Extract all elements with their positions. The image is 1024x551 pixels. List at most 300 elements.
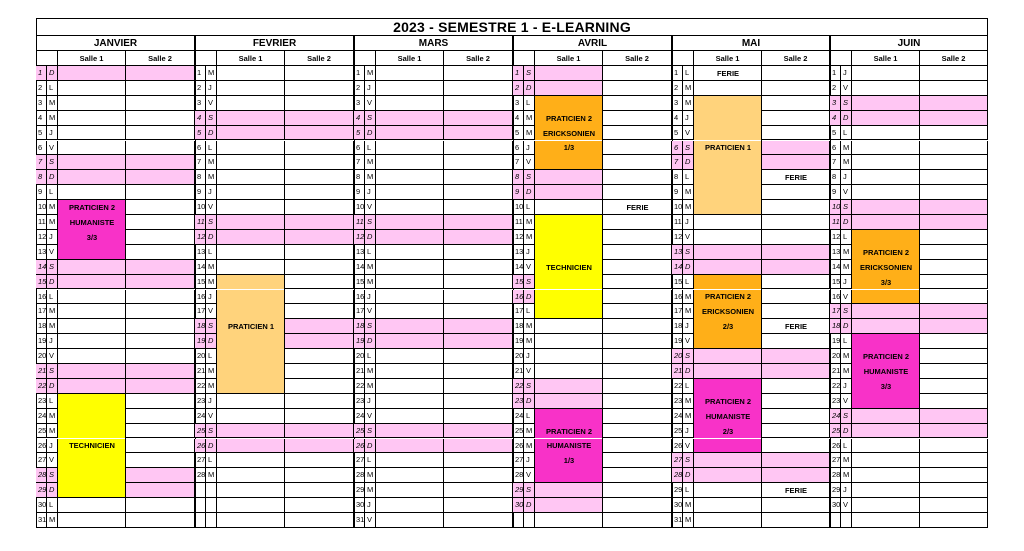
- salle-2-cell[interactable]: [126, 96, 195, 111]
- salle-2-cell[interactable]: [444, 111, 513, 126]
- salle-2-cell[interactable]: [920, 319, 988, 334]
- salle-2-cell[interactable]: [920, 424, 988, 439]
- course-block-cell[interactable]: [535, 409, 603, 424]
- salle-2-cell[interactable]: [603, 66, 672, 81]
- salle-2-cell[interactable]: [444, 81, 513, 96]
- course-block-cell[interactable]: [535, 304, 603, 319]
- salle-1-cell[interactable]: [376, 245, 444, 260]
- salle-2-cell[interactable]: [126, 513, 195, 528]
- salle-2-cell[interactable]: [762, 200, 830, 215]
- salle-1-cell[interactable]: [376, 200, 444, 215]
- salle-2-cell[interactable]: [285, 141, 354, 156]
- course-block-cell[interactable]: [694, 200, 762, 215]
- salle-1-cell[interactable]: [217, 185, 285, 200]
- salle-2-cell[interactable]: [762, 66, 830, 81]
- salle-2-cell[interactable]: [285, 409, 354, 424]
- salle-2-cell[interactable]: [126, 319, 195, 334]
- salle-1-cell[interactable]: [217, 200, 285, 215]
- salle-1-cell[interactable]: [376, 439, 444, 454]
- salle-1-cell[interactable]: [376, 215, 444, 230]
- salle-1-cell[interactable]: [852, 453, 920, 468]
- salle-2-cell[interactable]: [285, 319, 354, 334]
- salle-2-cell[interactable]: [285, 290, 354, 305]
- salle-1-cell[interactable]: [58, 126, 126, 141]
- salle-1-cell[interactable]: [376, 483, 444, 498]
- salle-2-cell[interactable]: [126, 379, 195, 394]
- salle-2-cell[interactable]: [285, 304, 354, 319]
- salle-1-cell[interactable]: [217, 498, 285, 513]
- salle-1-cell[interactable]: [535, 349, 603, 364]
- salle-1-cell[interactable]: [376, 155, 444, 170]
- salle-2-cell[interactable]: [444, 275, 513, 290]
- salle-2-cell[interactable]: [920, 215, 988, 230]
- salle-2-cell[interactable]: [444, 230, 513, 245]
- course-block-cell[interactable]: [58, 245, 126, 260]
- salle-2-cell[interactable]: [920, 200, 988, 215]
- salle-2-cell[interactable]: [444, 319, 513, 334]
- salle-2-cell[interactable]: [126, 290, 195, 305]
- salle-2-cell[interactable]: [444, 334, 513, 349]
- salle-1-cell[interactable]: [217, 170, 285, 185]
- salle-1-cell[interactable]: [58, 260, 126, 275]
- salle-2-cell[interactable]: [920, 304, 988, 319]
- salle-2-cell[interactable]: [920, 275, 988, 290]
- salle-1-cell[interactable]: [376, 379, 444, 394]
- salle-2-cell[interactable]: [603, 439, 672, 454]
- salle-1-cell[interactable]: [535, 334, 603, 349]
- salle-2-cell[interactable]: [285, 468, 354, 483]
- salle-2-cell[interactable]: [920, 498, 988, 513]
- salle-2-cell[interactable]: [285, 230, 354, 245]
- salle-1-cell[interactable]: [376, 170, 444, 185]
- salle-2-cell[interactable]: [285, 155, 354, 170]
- salle-1-cell[interactable]: [58, 513, 126, 528]
- salle-2-cell[interactable]: [285, 200, 354, 215]
- salle-1-cell[interactable]: [376, 424, 444, 439]
- salle-2-cell[interactable]: [126, 409, 195, 424]
- salle-2-cell[interactable]: [444, 364, 513, 379]
- salle-1-cell[interactable]: [852, 111, 920, 126]
- salle-1-cell[interactable]: [58, 111, 126, 126]
- salle-2-cell[interactable]: [444, 453, 513, 468]
- salle-2-cell[interactable]: [444, 96, 513, 111]
- salle-2-cell[interactable]: [920, 439, 988, 454]
- salle-2-cell[interactable]: [285, 275, 354, 290]
- salle-1-cell[interactable]: [217, 483, 285, 498]
- salle-1-cell[interactable]: [58, 66, 126, 81]
- salle-2-cell[interactable]: [920, 513, 988, 528]
- salle-2-cell[interactable]: [126, 364, 195, 379]
- salle-2-cell[interactable]: [920, 483, 988, 498]
- salle-1-cell[interactable]: [535, 364, 603, 379]
- salle-1-cell[interactable]: [376, 453, 444, 468]
- salle-2-cell[interactable]: [285, 96, 354, 111]
- salle-1-cell[interactable]: [376, 275, 444, 290]
- salle-2-cell[interactable]: [285, 111, 354, 126]
- salle-2-cell[interactable]: [920, 141, 988, 156]
- salle-2-cell[interactable]: [126, 498, 195, 513]
- salle-2-cell[interactable]: [603, 424, 672, 439]
- salle-1-cell[interactable]: [535, 170, 603, 185]
- course-block-cell[interactable]: [58, 424, 126, 439]
- salle-1-cell[interactable]: [852, 81, 920, 96]
- salle-2-cell[interactable]: [762, 513, 830, 528]
- salle-2-cell[interactable]: [285, 215, 354, 230]
- salle-1-cell[interactable]: [376, 468, 444, 483]
- salle-2-cell[interactable]: [920, 81, 988, 96]
- salle-1-cell[interactable]: [217, 468, 285, 483]
- salle-2-cell[interactable]: [920, 409, 988, 424]
- salle-2-cell[interactable]: [603, 126, 672, 141]
- salle-2-cell[interactable]: [126, 453, 195, 468]
- salle-1-cell[interactable]: [58, 170, 126, 185]
- salle-2-cell[interactable]: [444, 424, 513, 439]
- salle-2-cell[interactable]: [762, 453, 830, 468]
- salle-2-cell[interactable]: [126, 275, 195, 290]
- salle-2-cell[interactable]: [603, 275, 672, 290]
- course-block-cell[interactable]: [694, 379, 762, 394]
- salle-1-cell[interactable]: [694, 483, 762, 498]
- salle-1-cell[interactable]: [852, 468, 920, 483]
- salle-2-cell[interactable]: [762, 394, 830, 409]
- course-block-cell[interactable]: [694, 126, 762, 141]
- salle-2-cell[interactable]: [603, 483, 672, 498]
- salle-1-cell[interactable]: [376, 349, 444, 364]
- salle-2-cell[interactable]: [444, 155, 513, 170]
- salle-2-cell[interactable]: [762, 230, 830, 245]
- salle-1-cell[interactable]: [376, 126, 444, 141]
- salle-1-cell[interactable]: [376, 141, 444, 156]
- salle-1-cell[interactable]: [852, 439, 920, 454]
- salle-2-cell[interactable]: [762, 424, 830, 439]
- course-block-cell[interactable]: [58, 394, 126, 409]
- course-block-cell[interactable]: [217, 349, 285, 364]
- salle-1-cell[interactable]: [376, 319, 444, 334]
- salle-2-cell[interactable]: [603, 379, 672, 394]
- salle-2-cell[interactable]: [285, 513, 354, 528]
- salle-1-cell[interactable]: [58, 275, 126, 290]
- salle-1-cell[interactable]: [535, 379, 603, 394]
- salle-2-cell[interactable]: [603, 334, 672, 349]
- salle-2-cell[interactable]: [920, 394, 988, 409]
- salle-1-cell[interactable]: [376, 290, 444, 305]
- salle-2-cell[interactable]: [444, 245, 513, 260]
- salle-2-cell[interactable]: [603, 245, 672, 260]
- salle-1-cell[interactable]: [852, 66, 920, 81]
- course-block-cell[interactable]: [58, 468, 126, 483]
- salle-1-cell[interactable]: [852, 170, 920, 185]
- salle-2-cell[interactable]: [603, 349, 672, 364]
- salle-1-cell[interactable]: [852, 141, 920, 156]
- salle-2-cell[interactable]: [444, 290, 513, 305]
- salle-2-cell[interactable]: [762, 439, 830, 454]
- course-block-cell[interactable]: [535, 215, 603, 230]
- salle-2-cell[interactable]: [920, 334, 988, 349]
- salle-1-cell[interactable]: [535, 483, 603, 498]
- salle-1-cell[interactable]: [852, 498, 920, 513]
- salle-1-cell[interactable]: [376, 364, 444, 379]
- salle-2-cell[interactable]: [126, 424, 195, 439]
- salle-1-cell[interactable]: [694, 81, 762, 96]
- salle-2-cell[interactable]: [762, 349, 830, 364]
- salle-2-cell[interactable]: [126, 245, 195, 260]
- salle-2-cell[interactable]: [920, 185, 988, 200]
- salle-1-cell[interactable]: [217, 81, 285, 96]
- salle-2-cell[interactable]: [126, 334, 195, 349]
- salle-1-cell[interactable]: [58, 334, 126, 349]
- salle-1-cell[interactable]: [217, 230, 285, 245]
- salle-2-cell[interactable]: [126, 185, 195, 200]
- salle-2-cell[interactable]: [126, 66, 195, 81]
- salle-2-cell[interactable]: [762, 498, 830, 513]
- salle-1-cell[interactable]: [217, 245, 285, 260]
- salle-1-cell[interactable]: [694, 230, 762, 245]
- salle-2-cell[interactable]: [126, 349, 195, 364]
- salle-2-cell[interactable]: [444, 513, 513, 528]
- salle-1-cell[interactable]: [217, 453, 285, 468]
- course-block-cell[interactable]: [694, 185, 762, 200]
- salle-1-cell[interactable]: [376, 81, 444, 96]
- salle-2-cell[interactable]: [603, 304, 672, 319]
- salle-2-cell[interactable]: [920, 170, 988, 185]
- salle-2-cell[interactable]: [603, 155, 672, 170]
- salle-2-cell[interactable]: [285, 81, 354, 96]
- salle-1-cell[interactable]: [852, 513, 920, 528]
- salle-2-cell[interactable]: [920, 290, 988, 305]
- salle-1-cell[interactable]: [217, 409, 285, 424]
- salle-1-cell[interactable]: [694, 349, 762, 364]
- salle-2-cell[interactable]: [762, 275, 830, 290]
- salle-2-cell[interactable]: [285, 498, 354, 513]
- salle-2-cell[interactable]: [126, 439, 195, 454]
- salle-1-cell[interactable]: [58, 498, 126, 513]
- salle-1-cell[interactable]: [535, 185, 603, 200]
- salle-2-cell[interactable]: [603, 111, 672, 126]
- course-block-cell[interactable]: [535, 275, 603, 290]
- salle-2-cell[interactable]: [444, 200, 513, 215]
- course-block-cell[interactable]: [694, 155, 762, 170]
- salle-2-cell[interactable]: [920, 260, 988, 275]
- salle-2-cell[interactable]: [603, 260, 672, 275]
- salle-2-cell[interactable]: [920, 230, 988, 245]
- salle-1-cell[interactable]: [852, 409, 920, 424]
- salle-1-cell[interactable]: [852, 96, 920, 111]
- salle-2-cell[interactable]: [762, 364, 830, 379]
- salle-1-cell[interactable]: [852, 424, 920, 439]
- course-block-cell[interactable]: [694, 275, 762, 290]
- salle-2-cell[interactable]: [444, 439, 513, 454]
- course-block-cell[interactable]: [694, 170, 762, 185]
- salle-2-cell[interactable]: [126, 200, 195, 215]
- salle-1-cell[interactable]: [217, 215, 285, 230]
- course-block-cell[interactable]: [694, 96, 762, 111]
- salle-2-cell[interactable]: [444, 215, 513, 230]
- salle-1-cell[interactable]: [217, 126, 285, 141]
- course-block-cell[interactable]: [694, 439, 762, 454]
- salle-2-cell[interactable]: [603, 513, 672, 528]
- salle-1-cell[interactable]: [58, 81, 126, 96]
- salle-2-cell[interactable]: [762, 111, 830, 126]
- salle-1-cell[interactable]: [58, 155, 126, 170]
- course-block-cell[interactable]: [694, 111, 762, 126]
- salle-1-cell[interactable]: [58, 290, 126, 305]
- salle-2-cell[interactable]: [285, 483, 354, 498]
- salle-1-cell[interactable]: [376, 96, 444, 111]
- salle-1-cell[interactable]: [58, 364, 126, 379]
- salle-2-cell[interactable]: [444, 379, 513, 394]
- salle-2-cell[interactable]: [603, 394, 672, 409]
- salle-2-cell[interactable]: [126, 141, 195, 156]
- course-block-cell[interactable]: [217, 304, 285, 319]
- salle-2-cell[interactable]: [603, 81, 672, 96]
- course-block-cell[interactable]: [535, 230, 603, 245]
- salle-2-cell[interactable]: [603, 230, 672, 245]
- salle-2-cell[interactable]: [285, 439, 354, 454]
- salle-2-cell[interactable]: [603, 498, 672, 513]
- salle-1-cell[interactable]: [852, 155, 920, 170]
- salle-2-cell[interactable]: [762, 245, 830, 260]
- salle-2-cell[interactable]: [603, 170, 672, 185]
- salle-2-cell[interactable]: [762, 304, 830, 319]
- salle-2-cell[interactable]: [444, 483, 513, 498]
- salle-2-cell[interactable]: [126, 483, 195, 498]
- salle-1-cell[interactable]: [376, 66, 444, 81]
- salle-2-cell[interactable]: [444, 170, 513, 185]
- salle-1-cell[interactable]: [376, 304, 444, 319]
- salle-2-cell[interactable]: [603, 319, 672, 334]
- salle-1-cell[interactable]: [58, 379, 126, 394]
- salle-2-cell[interactable]: [762, 379, 830, 394]
- salle-1-cell[interactable]: [852, 200, 920, 215]
- salle-2-cell[interactable]: [762, 334, 830, 349]
- salle-2-cell[interactable]: [285, 424, 354, 439]
- salle-1-cell[interactable]: [58, 96, 126, 111]
- course-block-cell[interactable]: [852, 394, 920, 409]
- salle-1-cell[interactable]: [535, 200, 603, 215]
- salle-1-cell[interactable]: [694, 453, 762, 468]
- course-block-cell[interactable]: [58, 453, 126, 468]
- salle-2-cell[interactable]: [126, 215, 195, 230]
- salle-2-cell[interactable]: [444, 66, 513, 81]
- salle-1-cell[interactable]: [694, 260, 762, 275]
- salle-1-cell[interactable]: [852, 215, 920, 230]
- salle-2-cell[interactable]: [920, 126, 988, 141]
- salle-2-cell[interactable]: [444, 126, 513, 141]
- salle-2-cell[interactable]: [762, 260, 830, 275]
- salle-2-cell[interactable]: [126, 230, 195, 245]
- salle-1-cell[interactable]: [694, 498, 762, 513]
- salle-1-cell[interactable]: [376, 185, 444, 200]
- salle-2-cell[interactable]: [444, 394, 513, 409]
- salle-2-cell[interactable]: [603, 185, 672, 200]
- salle-2-cell[interactable]: [285, 334, 354, 349]
- salle-1-cell[interactable]: [694, 468, 762, 483]
- salle-1-cell[interactable]: [58, 185, 126, 200]
- salle-2-cell[interactable]: [762, 215, 830, 230]
- salle-1-cell[interactable]: [694, 245, 762, 260]
- course-block-cell[interactable]: [852, 230, 920, 245]
- salle-2-cell[interactable]: [920, 96, 988, 111]
- salle-1-cell[interactable]: [852, 319, 920, 334]
- salle-1-cell[interactable]: [376, 498, 444, 513]
- salle-2-cell[interactable]: [126, 260, 195, 275]
- course-block-cell[interactable]: [852, 290, 920, 305]
- salle-2-cell[interactable]: [285, 66, 354, 81]
- salle-2-cell[interactable]: [444, 260, 513, 275]
- salle-1-cell[interactable]: [58, 141, 126, 156]
- salle-1-cell[interactable]: [217, 394, 285, 409]
- salle-1-cell[interactable]: [376, 394, 444, 409]
- course-block-cell[interactable]: [217, 379, 285, 394]
- salle-1-cell[interactable]: [694, 215, 762, 230]
- course-block-cell[interactable]: [535, 96, 603, 111]
- salle-2-cell[interactable]: [603, 96, 672, 111]
- salle-1-cell[interactable]: [217, 513, 285, 528]
- salle-1-cell[interactable]: [217, 141, 285, 156]
- salle-1-cell[interactable]: [217, 66, 285, 81]
- salle-2-cell[interactable]: [285, 245, 354, 260]
- salle-1-cell[interactable]: [852, 304, 920, 319]
- salle-2-cell[interactable]: [762, 155, 830, 170]
- salle-2-cell[interactable]: [920, 66, 988, 81]
- salle-2-cell[interactable]: [444, 468, 513, 483]
- salle-1-cell[interactable]: [852, 483, 920, 498]
- salle-2-cell[interactable]: [762, 185, 830, 200]
- salle-2-cell[interactable]: [444, 185, 513, 200]
- salle-2-cell[interactable]: [126, 126, 195, 141]
- salle-2-cell[interactable]: [920, 468, 988, 483]
- salle-2-cell[interactable]: [603, 453, 672, 468]
- salle-1-cell[interactable]: [376, 334, 444, 349]
- salle-2-cell[interactable]: [285, 185, 354, 200]
- salle-2-cell[interactable]: [444, 409, 513, 424]
- salle-2-cell[interactable]: [285, 379, 354, 394]
- salle-1-cell[interactable]: [694, 364, 762, 379]
- salle-2-cell[interactable]: [444, 304, 513, 319]
- salle-2-cell[interactable]: [920, 453, 988, 468]
- course-block-cell[interactable]: [852, 334, 920, 349]
- salle-2-cell[interactable]: [126, 170, 195, 185]
- salle-2-cell[interactable]: [762, 468, 830, 483]
- course-block-cell[interactable]: [217, 290, 285, 305]
- salle-2-cell[interactable]: [920, 379, 988, 394]
- salle-2-cell[interactable]: [285, 170, 354, 185]
- course-block-cell[interactable]: [535, 468, 603, 483]
- salle-1-cell[interactable]: [217, 155, 285, 170]
- salle-1-cell[interactable]: [376, 513, 444, 528]
- course-block-cell[interactable]: [58, 483, 126, 498]
- salle-2-cell[interactable]: [762, 141, 830, 156]
- salle-1-cell[interactable]: [535, 81, 603, 96]
- salle-2-cell[interactable]: [285, 349, 354, 364]
- salle-1-cell[interactable]: [217, 439, 285, 454]
- salle-2-cell[interactable]: [762, 81, 830, 96]
- salle-1-cell[interactable]: [376, 260, 444, 275]
- salle-1-cell[interactable]: [376, 230, 444, 245]
- salle-1-cell[interactable]: [535, 394, 603, 409]
- salle-1-cell[interactable]: [694, 513, 762, 528]
- salle-2-cell[interactable]: [126, 304, 195, 319]
- salle-1-cell[interactable]: [217, 111, 285, 126]
- salle-1-cell[interactable]: [376, 409, 444, 424]
- salle-1-cell[interactable]: [535, 319, 603, 334]
- salle-2-cell[interactable]: [920, 245, 988, 260]
- salle-2-cell[interactable]: [444, 498, 513, 513]
- salle-1-cell[interactable]: [852, 126, 920, 141]
- salle-2-cell[interactable]: [126, 81, 195, 96]
- salle-1-cell[interactable]: [376, 111, 444, 126]
- salle-2-cell[interactable]: [762, 290, 830, 305]
